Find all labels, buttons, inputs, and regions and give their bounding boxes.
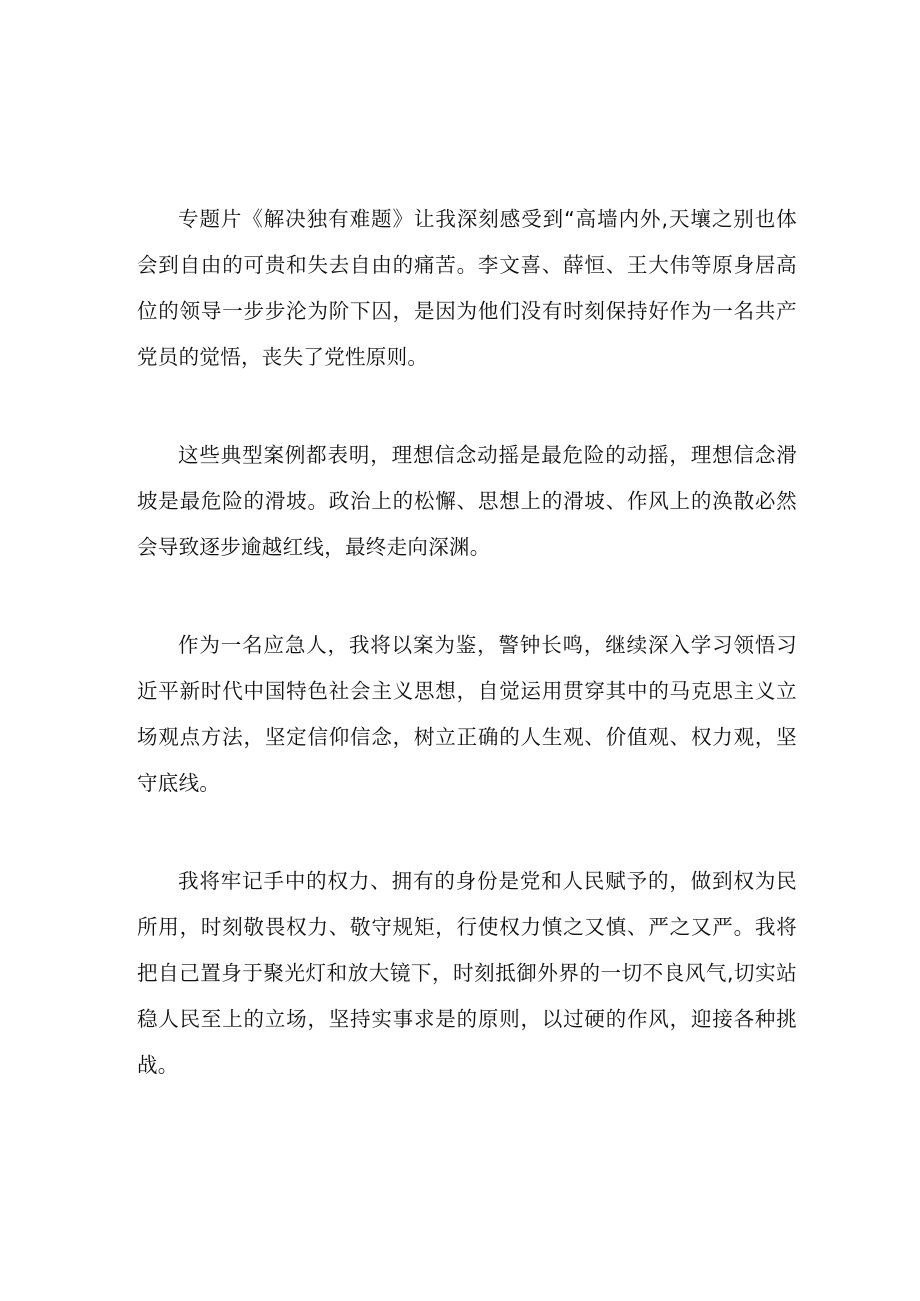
paragraph-3: 作为一名应急人，我将以案为鉴，警钟长鸣，继续深入学习领悟习近平新时代中国特色社会主义思想，自觉运用贯穿其中的马克思主义立场观点方法，坚定信仰信念，树立正确的人生观、价值观、权力观，坚守底线。 [137, 633, 797, 795]
paragraph-1: 专题片《解决独有难题》让我深刻感受到“高墙内外,天壤之别也体会到自由的可贵和失去自由的痛苦。李文喜、薛恒、王大伟等原身居高位的领导一步步沦为阶下囚，是因为他们没有时刻保持好作为一名共产党员的觉悟，丧失了党性原则。 [137, 207, 797, 369]
paragraph-4: 我将牢记手中的权力、拥有的身份是党和人民赋予的，做到权为民所用，时刻敬畏权力、敬守规矩，行使权力慎之又慎、严之又严。我将把自己置身于聚光灯和放大镜下，时刻抵御外界的一切不良风气,切实站稳人民至上的立场，坚持实事求是的原则，以过硬的作风，迎接各种挑战。 [137, 869, 797, 1077]
paragraph-2: 这些典型案例都表明，理想信念动摇是最危险的动摇，理想信念滑坡是最危险的滑坡。政治上的松懈、思想上的滑坡、作风上的涣散必然会导致逐步逾越红线，最终走向深渊。 [137, 443, 797, 559]
document-body [137, 196, 797, 1140]
